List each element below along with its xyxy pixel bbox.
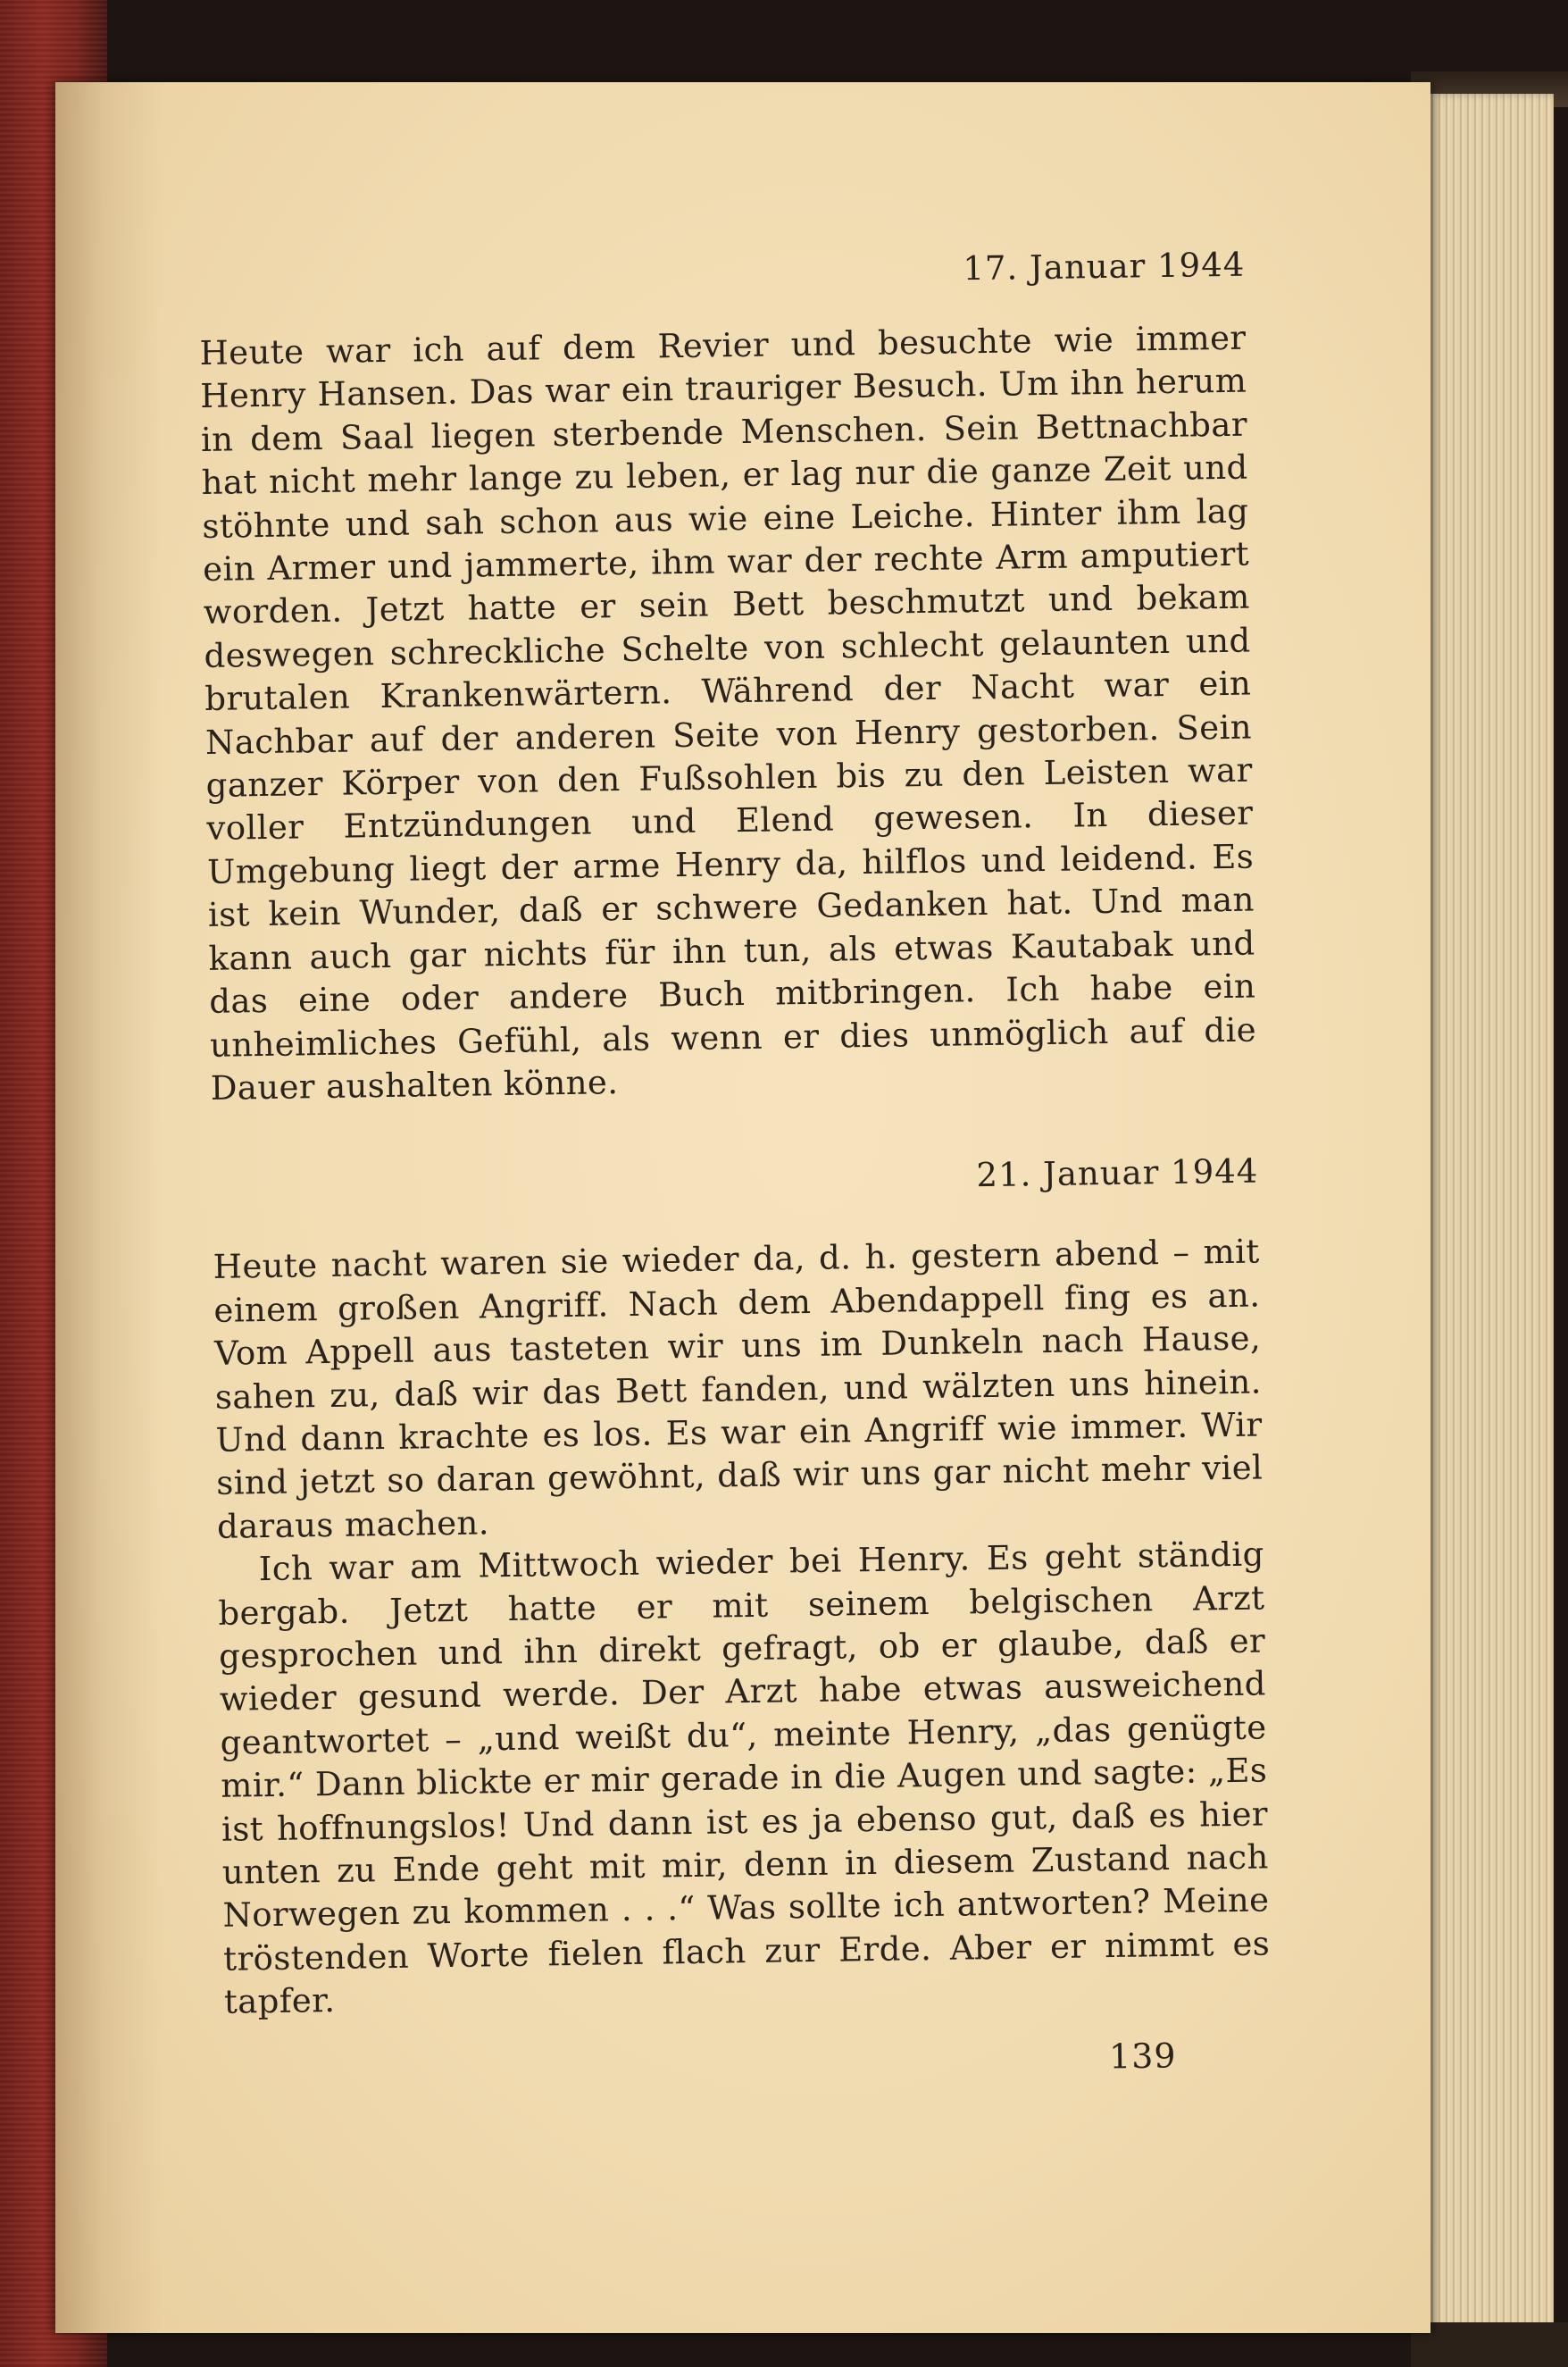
entry-paragraph: Ich war am Mittwoch wieder bei Henry. Es geht ständig bergab. Jetzt hatte er mit seinem belgischen Arzt gesprochen und ihn direkt gefragt, ob er glaube, daß er wieder gesund werde. Der Arzt habe etwas ausweichend geantwortet – „und weißt du“, meinte Henry, „das genügte mir.“ Dann blickte er mir gerade in die Augen und sagte: „Es ist hoffnungslos! Und dann ist es ja ebenso gut, daß es hier unten zu Ende geht mit mir, denn in diesem Zustand nach Norwegen zu kommen . . .“ Was sollte ich antworten? Meine tröstenden Worte fielen flach zur Erde. Aber er nimmt es tapfer. xyxy=(218,1535,1271,2022)
page-gutter-shadow xyxy=(55,82,163,2333)
book-page xyxy=(55,82,1430,2333)
book-cover-bottom-edge xyxy=(1411,2322,1568,2367)
page-number: 139 xyxy=(1108,2036,1177,2077)
page-edges-stack xyxy=(1429,94,1554,2336)
page-text-block xyxy=(198,244,1271,2025)
entry-date: 17. Januar 1944 xyxy=(963,245,1246,289)
entry-paragraph: Heute war ich auf dem Revier und besuchte wie immer Henry Hansen. Das war ein trauriger Besuch. Um ihn herum in dem Saal liegen sterbende Menschen. Sein Bettnachbar hat nicht mehr lange zu leben, er lag nur die ganze Zeit und stöhnte und sah schon aus wie eine Leiche. Hinter ihm lag ein Armer und jammerte, ihm war der rechte Arm amputiert worden. Jetzt hatte er sein Bett beschmutzt und bekam deswegen schreckliche Schelte von schlecht gelaunten und brutalen Krankenwärtern. Während der Nacht war ein Nachbar auf der anderen Seite von Henry gestorben. Sein ganzer Körper von den Fußsohlen bis zu den Leisten war voller Entzündungen und Elend gewesen. In dieser Umgebung liegt der arme Henry da, hilflos und leidend. Es ist kein Wunder, daß er schwere Gedanken hat. Und man kann auch gar nichts für ihn tun, als etwas Kautabak und das eine oder andere Buch mitbringen. Ich habe ein unheimliches Gefühl, als wenn er dies unmöglich auf die Dauer aushalten könne. xyxy=(199,318,1257,1108)
entry-date: 21. Januar 1944 xyxy=(976,1151,1259,1195)
entry-paragraph: Heute nacht waren sie wieder da, d. h. gestern abend – mit einem großen Angriff. Nach dem Abendappell fing es an. Vom Appell aus tasteten wir uns im Dunkeln nach Hause, sahen zu, daß wir das Bett fanden, und wälzten uns hinein. Und dann krachte es los. Es war ein Angriff wie immer. Wir sind jetzt so daran gewöhnt, daß wir uns gar nicht mehr viel daraus machen. xyxy=(213,1232,1264,1546)
